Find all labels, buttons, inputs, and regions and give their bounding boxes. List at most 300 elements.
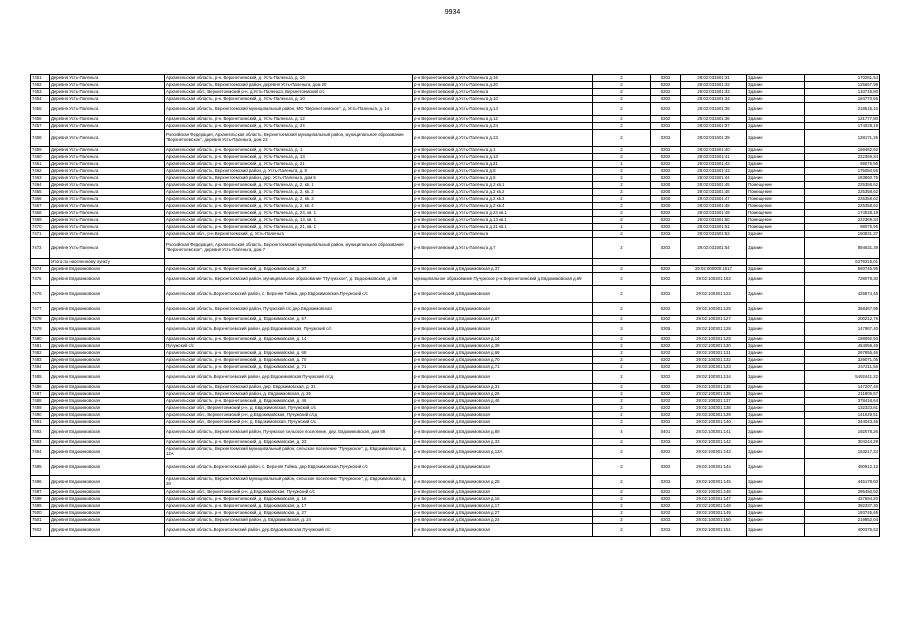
purpose-code-cell: 0202 <box>651 96 681 103</box>
settlement-name-cell: Деревня Усть-Паленьга <box>50 103 165 116</box>
row-number-cell: 7475 <box>31 273 50 286</box>
location-cell: р-н Верхнетоемский д.Усть-Паленьга д.2 кв.4 <box>413 203 593 210</box>
table-row <box>31 154 880 161</box>
floors-cell: 2 <box>593 203 651 210</box>
settlement-name-cell: Деревня Усть-Паленьга <box>50 210 165 217</box>
settlement-name-cell: Деревня Усть-Паленьга <box>50 116 165 123</box>
purpose-code-cell: 0202 <box>651 303 681 316</box>
object-type-cell: Здание <box>747 116 805 123</box>
object-type-cell: Здание <box>747 273 805 286</box>
cadastral-number-cell: 29:02:100301:128 <box>681 323 747 336</box>
location-cell: р-н Верхнетоемский д.Евдокимовская д.17 <box>413 503 593 510</box>
row-number-cell: 7451 <box>31 75 50 82</box>
object-type-cell: Помещение <box>747 224 805 231</box>
floors-cell: 2 <box>593 316 651 323</box>
address-cell: Архангельская область, Верхнетоемский муниципальный район, сельское поселение "Пучужское", д. Евдокимовская, д. 12А <box>165 446 413 459</box>
purpose-code-cell: 0202 <box>651 82 681 89</box>
purpose-code-cell: 0202 <box>651 266 681 273</box>
cadastral-number-cell: 29:02:100301:149 <box>681 510 747 517</box>
table-row <box>31 147 880 154</box>
purpose-code-cell: 0202 <box>651 210 681 217</box>
purpose-code-cell: 0202 <box>651 364 681 371</box>
address-cell: Российская Федерация, Архангельская область, Верхнетоемский муниципальный район, муниципальное образование "Верхнетоемское", деревня Усть-Паленьга, дом 23 <box>165 130 413 147</box>
row-number-cell: 7459 <box>31 147 50 154</box>
address-cell: Архангельская область, р-н. Верхнетоемский, д. Евдокимовская, д. 67 <box>165 316 413 323</box>
table-row <box>31 217 880 224</box>
location-cell: р-н Верхнетоемский д.Евдокимовская <box>413 323 593 336</box>
row-number-cell: 7489 <box>31 405 50 412</box>
purpose-code-cell: 0202 <box>651 439 681 446</box>
cadastral-value-cell: 368467,95 <box>805 303 880 316</box>
page-number: 9934 <box>444 9 461 16</box>
table-row <box>31 168 880 175</box>
address-cell: Архангельская область,Верхнетоемский район, дер.Евдокимовская,Пучужский с/с <box>165 524 413 537</box>
settlement-name-cell: Деревня Евдокимовская <box>50 503 165 510</box>
purpose-code-cell: 0202 <box>651 161 681 168</box>
table-row <box>31 161 880 168</box>
purpose-code-cell: 0202 <box>651 238 681 259</box>
floors-cell: 2 <box>593 496 651 503</box>
cadastral-number-cell: 29:02:031501:39 <box>681 130 747 147</box>
row-number-cell: 7484 <box>31 364 50 371</box>
address-cell: Пучужский с/с <box>165 343 413 350</box>
cadastral-number-cell: 29:02:100301:147 <box>681 496 747 503</box>
location-cell: р-н Верхнетоемский д.Евдокимовская <box>413 412 593 419</box>
settlement-name-cell: Деревня Евдокимовская <box>50 426 165 439</box>
cadastral-value-cell: 192078,26 <box>805 426 880 439</box>
object-type-cell: Здание <box>747 343 805 350</box>
location-cell: р-н Верхнетоемский д.Евдокимовская д.24 <box>413 517 593 524</box>
purpose-code-cell: 0202 <box>651 75 681 82</box>
cadastral-number-cell: 29:02:031501:50 <box>681 217 747 224</box>
purpose-code-cell: 0202 <box>651 496 681 503</box>
location-cell: р-н Верхнетоемский д.Евдокимовская <box>413 489 593 496</box>
floors-cell: 2 <box>593 412 651 419</box>
purpose-code-cell: 0202 <box>651 286 681 303</box>
floors-cell: 2 <box>593 439 651 446</box>
address-cell: Архангельская область, Верхнетоемский район, Пучужское сельское поселение, дер. Евдокимовская, дом 89 <box>165 426 413 439</box>
floors-cell: 2 <box>593 96 651 103</box>
table-row <box>31 405 880 412</box>
address-cell: Архангельская область, р-н. Верхнетоемский, д. Усть-Паленьга, д. 13, кв. 1 <box>165 217 413 224</box>
location-cell: р-н Верхнетоемский д.Усть-Паленьга д.13 кв.1 <box>413 217 593 224</box>
location-cell: р-н Верхнетоемский д.Евдокимовская д.71 <box>413 364 593 371</box>
location-cell: р-н Верхнетоемский д.Усть-Паленьга д.23 <box>413 130 593 147</box>
cadastral-value-cell: 894631,39 <box>805 238 880 259</box>
address-cell: Архангельская обл., Верхнетоемский р-н, д. Евдокимовская, Пучужский с/с <box>165 405 413 412</box>
object-type-cell: Помещение <box>747 196 805 203</box>
cadastral-number-cell: 29:02:100301:150 <box>681 517 747 524</box>
cadastral-value-cell: 128171,26 <box>805 130 880 147</box>
cadastral-number-cell: 29:02:100301:145 <box>681 476 747 489</box>
floors-cell: 2 <box>593 123 651 130</box>
settlement-name-cell: Деревня Евдокимовская <box>50 419 165 426</box>
purpose-code-cell: 0202 <box>651 89 681 96</box>
purpose-code-cell: 0202 <box>651 217 681 224</box>
cadastral-value-cell: 728079,30 <box>805 273 880 286</box>
row-number-cell: 7460 <box>31 154 50 161</box>
address-cell: Архангельская область, р-н. Верхнетоемский, д. Усть-Паленьга, д. 2, кв. 3 <box>165 196 413 203</box>
table-row <box>31 238 880 259</box>
settlement-name-cell: Деревня Усть-Паленьга <box>50 196 165 203</box>
cadastral-value-table <box>30 74 880 537</box>
floors-cell: 2 <box>593 182 651 189</box>
cadastral-number-cell: 29:02:100301:137 <box>681 398 747 405</box>
cadastral-number-cell: 29:02:031501:52 <box>681 231 747 238</box>
cadastral-number-cell: 29:02:031501:54 <box>681 238 747 259</box>
floors-cell: 3 <box>593 323 651 336</box>
settlement-name-cell: Деревня Усть-Паленьга <box>50 189 165 196</box>
settlement-name-cell: Деревня Усть-Паленьга <box>50 96 165 103</box>
settlement-name-cell: Деревня Евдокимовская <box>50 323 165 336</box>
cadastral-number-cell: 29:02:100301:133 <box>681 364 747 371</box>
cadastral-value-cell: 222369,34 <box>805 154 880 161</box>
floors-cell: 2 <box>593 357 651 364</box>
object-type-cell: Здание <box>747 168 805 175</box>
settlement-name-cell: Деревня Евдокимовская <box>50 357 165 364</box>
cadastral-number-cell: 29:02:100301:131 <box>681 350 747 357</box>
address-cell: Архангельская область, Верхнетоемский район, Пучужский с/с,дер.Евдокимовская <box>165 303 413 316</box>
row-number-cell: 7492 <box>31 426 50 439</box>
address-cell: Архангельская область, Верхнетоемский район, дер. Усть-Паленьга, дом 5 <box>165 175 413 182</box>
address-cell: Архангельская область, р-н. Верхнетоемский, д. Евдокимовская, д. 71 <box>165 364 413 371</box>
location-cell: р-н Верхнетоемский д.Евдокимовская д.27 <box>413 510 593 517</box>
row-number-cell: 7490 <box>31 412 50 419</box>
floors-cell: 2 <box>593 459 651 476</box>
floors-cell: 2 <box>593 116 651 123</box>
address-cell: Архангельская область, р-н. Верхнетоемский, д. Евдокимовская, д. 16 <box>165 496 413 503</box>
table-row <box>31 123 880 130</box>
cadastral-value-cell: 150831,37 <box>805 231 880 238</box>
table-row <box>31 89 880 96</box>
settlement-name-cell: Деревня Евдокимовская <box>50 371 165 384</box>
table-row <box>31 196 880 203</box>
address-cell: Архангельская область, р-н. Верхнетоемский, д. Евдокимовская, д. 17 <box>165 503 413 510</box>
object-type-cell: Здание <box>747 489 805 496</box>
row-number-cell: 7501 <box>31 517 50 524</box>
purpose-code-cell: 0202 <box>651 175 681 182</box>
address-cell: Архангельская область, р-н. Верхнетоемский, д. Евдокимовская, д. 33 <box>165 439 413 446</box>
cadastral-value-cell: 147967,40 <box>805 323 880 336</box>
floors-cell: 2 <box>593 231 651 238</box>
cadastral-value-cell: 437694,20 <box>805 496 880 503</box>
settlement-name-cell: Деревня Евдокимовская <box>50 405 165 412</box>
location-cell: р-н Верхнетоемский д.Евдокимовская <box>413 303 593 316</box>
location-cell: р-н Верхнетоемский д.Усть-Паленьга д.8 <box>413 168 593 175</box>
cadastral-value-cell: 174028,19 <box>805 210 880 217</box>
cadastral-number-cell: 29:02:031501:44 <box>681 175 747 182</box>
table-row <box>31 439 880 446</box>
object-type-cell: Здание <box>747 286 805 303</box>
row-number-cell: 7468 <box>31 210 50 217</box>
address-cell: Российская Федерация, Архангельская область, Верхнетоемский муниципальный район, муниципальное образование "Верхнетоемское", деревня Усть-Паленьга, дом 7 <box>165 238 413 259</box>
address-cell: Архангельская область, р-н. Верхнетоемский, д. Евдокимовская, д. 70 <box>165 357 413 364</box>
floors-cell: 2 <box>593 489 651 496</box>
row-number-cell: 7498 <box>31 496 50 503</box>
row-number-cell: 7500 <box>31 510 50 517</box>
cadastral-number-cell: 29:02:000000:1517 <box>681 266 747 273</box>
floors-cell: 2 <box>593 168 651 175</box>
settlement-name-cell: Деревня Усть-Паленьга <box>50 147 165 154</box>
row-number-cell: 7453 <box>31 89 50 96</box>
location-cell: р-н Верхнетоемский д.Евдокимовская д.14 <box>413 336 593 343</box>
table-row <box>31 510 880 517</box>
cadastral-number-cell: 29:02:100301:141 <box>681 426 747 439</box>
object-type-cell: Помещение <box>747 210 805 217</box>
object-type-cell: Здание <box>747 316 805 323</box>
row-number-cell: 7502 <box>31 524 50 537</box>
table-row <box>31 130 880 147</box>
row-number-cell: 7458 <box>31 130 50 147</box>
address-cell: Архангельская область,Верхнетоемский район, дер.Евдокимовская,Пучужский с/сд <box>165 371 413 384</box>
purpose-code-cell: 0305 <box>651 323 681 336</box>
table-row <box>31 316 880 323</box>
row-number-cell: 7469 <box>31 217 50 224</box>
object-type-cell: Здание <box>747 446 805 459</box>
address-cell: Архангельская область, р-н. Верхнетоемский, д. Евдокимовская, д. 27 <box>165 510 413 517</box>
cadastral-value-cell: 378418,64 <box>805 398 880 405</box>
cadastral-value-cell: 222369,34 <box>805 217 880 224</box>
cadastral-value-cell: 400375,53 <box>805 524 880 537</box>
address-cell: Архангельская область, р-н. Верхнетоемский, д. Усть-Паленьга, д. 12 <box>165 116 413 123</box>
floors-cell: 2 <box>593 266 651 273</box>
cadastral-number-cell: 29:02:031501:42 <box>681 161 747 168</box>
cadastral-number-cell: 29:02:031501:31 <box>681 75 747 82</box>
cadastral-value-cell: 225358,62 <box>805 196 880 203</box>
cadastral-value-cell: 174028,19 <box>805 123 880 130</box>
floors-cell: 2 <box>593 503 651 510</box>
cadastral-number-cell: 29:02:031501:33 <box>681 89 747 96</box>
row-number-cell: 7456 <box>31 116 50 123</box>
location-cell: р-н Верхнетоемский д.Евдокимовская д.37 <box>413 266 593 273</box>
location-cell: р-н Верхнетоемский д.Усть-Паленьга д.14 <box>413 103 593 116</box>
table-row <box>31 210 880 217</box>
location-cell: р-н Верхнетоемский д.Усть-Паленьга д.7 <box>413 238 593 259</box>
cadastral-number-cell: 29:02:100301:129 <box>681 336 747 343</box>
cadastral-number-cell: 29:02:031501:43 <box>681 168 747 175</box>
table-row <box>31 446 880 459</box>
object-type-cell: Здание <box>747 357 805 364</box>
cadastral-value-cell: 133716,80 <box>805 89 880 96</box>
settlement-name-cell: Деревня Евдокимовская <box>50 391 165 398</box>
purpose-code-cell: 0202 <box>651 350 681 357</box>
object-type-cell: Здание <box>747 175 805 182</box>
row-number-cell: 7486 <box>31 384 50 391</box>
location-cell: р-н Верхнетоемский д.Евдокимовская <box>413 371 593 384</box>
table-row <box>31 419 880 426</box>
settlement-name-cell: Деревня Усть-Паленьга <box>50 161 165 168</box>
cadastral-number-cell: 29:02:100301:148 <box>681 503 747 510</box>
cadastral-value-cell: 454056,49 <box>805 343 880 350</box>
floors-cell: 2 <box>593 75 651 82</box>
table-row <box>31 189 880 196</box>
object-type-cell: Здание <box>747 96 805 103</box>
object-type-cell: Здание <box>747 503 805 510</box>
purpose-code-cell: 0202 <box>651 524 681 537</box>
object-type-cell: Здание <box>747 384 805 391</box>
table-row <box>31 336 880 343</box>
floors-cell: 2 <box>593 510 651 517</box>
location-cell: р-н Верхнетоемский д.Евдокимовская <box>413 405 593 412</box>
table-row <box>31 524 880 537</box>
object-type-cell: Здание <box>747 130 805 147</box>
floors-cell: 2 <box>593 89 651 96</box>
floors-cell: 2 <box>593 238 651 259</box>
object-type-cell <box>747 259 805 266</box>
settlement-name-cell: Деревня Усть-Паленьга <box>50 231 165 238</box>
object-type-cell: Здание <box>747 123 805 130</box>
object-type-cell: Здание <box>747 350 805 357</box>
location-cell: р-н Верхнетоемский д.Евдокимовская д.68 <box>413 350 593 357</box>
settlement-name-cell: Деревня Евдокимовская <box>50 510 165 517</box>
object-type-cell: Помещение <box>747 189 805 196</box>
floors-cell: 2 <box>593 303 651 316</box>
row-number-cell: 7491 <box>31 419 50 426</box>
location-cell: р-н Верхнетоемский д.Усть-Паленьга д.20 <box>413 82 593 89</box>
purpose-code-cell: 0202 <box>651 391 681 398</box>
address-cell: Архангельская обл., Верхнетоемский р-н, д.Евдокимовская, Пучужский с/с <box>165 489 413 496</box>
floors-cell <box>593 259 651 266</box>
address-cell: Архангельская область, р-н. Верхнетоемский, д. Усть-Паленьга, д. 2, кв. 1 <box>165 182 413 189</box>
purpose-code-cell: 0200 <box>651 189 681 196</box>
cadastral-value-cell: 132323,81 <box>805 405 880 412</box>
purpose-code-cell: 0202 <box>651 412 681 419</box>
settlement-name-cell: Деревня Евдокимовская <box>50 384 165 391</box>
settlement-name-cell: Деревня Усть-Паленьга <box>50 82 165 89</box>
location-cell: р-н Верхнетоемский д.Евдокимовская д.26 <box>413 391 593 398</box>
cadastral-number-cell: 29:02:031501:37 <box>681 123 747 130</box>
cadastral-number-cell: 29:02:100301:138 <box>681 405 747 412</box>
row-number-cell: 7463 <box>31 175 50 182</box>
table-row <box>31 496 880 503</box>
object-type-cell: Здание <box>747 412 805 419</box>
location-cell: р-н Верхнетоемский д.Усть-Паленьга д.10 <box>413 96 593 103</box>
cadastral-number-cell: 29:02:031501:45 <box>681 182 747 189</box>
settlement-name-cell: Деревня Усть-Паленьга <box>50 130 165 147</box>
floors-cell: 2 <box>593 419 651 426</box>
row-number-cell: 7476 <box>31 286 50 303</box>
settlement-name-cell: Деревня Евдокимовская <box>50 398 165 405</box>
cadastral-value-cell: 304244,29 <box>805 439 880 446</box>
floors-cell: 2 <box>593 350 651 357</box>
row-number-cell: 7457 <box>31 123 50 130</box>
cadastral-value-cell: 184770,66 <box>805 96 880 103</box>
cadastral-number-cell <box>681 259 747 266</box>
table-row <box>31 182 880 189</box>
location-cell: р-н Верхнетоемский д.Евдокимовская д.70 <box>413 357 593 364</box>
row-number-cell: 7452 <box>31 82 50 89</box>
object-type-cell: Здание <box>747 439 805 446</box>
purpose-code-cell: 0202 <box>651 123 681 130</box>
address-cell: Архангельская обл., Верхнетоемский р-н, д. Евдокимовская, Пучужский с/с <box>165 419 413 426</box>
purpose-code-cell: 0202 <box>651 446 681 459</box>
cadastral-number-cell: 29:02:100301:127 <box>681 316 747 323</box>
table-row <box>31 224 880 231</box>
settlement-name-cell: Деревня Усть-Паленьга <box>50 182 165 189</box>
cadastral-number-cell: 29:02:100301:143 <box>681 446 747 459</box>
purpose-code-cell: 0200 <box>651 203 681 210</box>
table-row <box>31 459 880 476</box>
location-cell: р-н Верхнетоемский д.Усть-Паленьга д.2 кв.1 <box>413 182 593 189</box>
cadastral-value-cell: 295450,92 <box>805 489 880 496</box>
floors-cell: 2 <box>593 196 651 203</box>
row-number-cell: 7467 <box>31 203 50 210</box>
table-row <box>31 286 880 303</box>
floors-cell: 2 <box>593 273 651 286</box>
object-type-cell: Здание <box>747 82 805 89</box>
object-type-cell: Здание <box>747 161 805 168</box>
object-type-cell: Здание <box>747 364 805 371</box>
location-cell: р-н Верхнетоемский д.Усть-Паленьга д.24 кв.1 <box>413 210 593 217</box>
address-cell: Архангельская область, р-н. Верхнетоемский, д. Усть-Паленьга, д. 2, кв. 4 <box>165 203 413 210</box>
object-type-cell: Здание <box>747 391 805 398</box>
purpose-code-cell: 0202 <box>651 147 681 154</box>
cadastral-number-cell: 29:02:031501:40 <box>681 147 747 154</box>
row-number-cell: 7474 <box>31 266 50 273</box>
object-type-cell: Здание <box>747 398 805 405</box>
cadastral-value-cell: 247211,56 <box>805 364 880 371</box>
address-cell: Архангельская область,Верхнетоемский район, с. Верхняя Тойма, дер.Евдокимовская,Пучужский с/с <box>165 286 413 303</box>
location-cell: р-н Верхнетоемский д.Евдокимовская <box>413 524 593 537</box>
purpose-code-cell: 0202 <box>651 517 681 524</box>
row-number-cell: 7488 <box>31 398 50 405</box>
floors-cell: 2 <box>593 476 651 489</box>
settlement-name-cell: Деревня Усть-Паленьга <box>50 175 165 182</box>
cadastral-number-cell: 29:02:100201:163 <box>681 273 747 286</box>
settlement-name-cell: Деревня Евдокимовская <box>50 489 165 496</box>
address-cell: Архангельская область,Верхнетоемский район, с. Верхняя Тойма, дер.Евдокимовская,Пучужский с/с <box>165 459 413 476</box>
cadastral-value-cell: 169482,62 <box>805 147 880 154</box>
cadastral-value-cell: 5492441,22 <box>805 371 880 384</box>
address-cell: Архангельская область, Верхнетоемский муниципальный район, МО "Верхнетоемское", д. Усть-Паленьга, д. 14 <box>165 103 413 116</box>
table-row <box>31 489 880 496</box>
settlement-name-cell: Деревня Евдокимовская <box>50 517 165 524</box>
address-cell: Архангельская область, р-н. Верхнетоемский, д. Усть-Паленьга, д. 21 <box>165 161 413 168</box>
purpose-code-cell: 0202 <box>651 273 681 286</box>
object-type-cell: Здание <box>747 154 805 161</box>
cadastral-number-cell: 29:02:100301:130 <box>681 343 747 350</box>
floors-cell: 2 <box>593 371 651 384</box>
table-row <box>31 412 880 419</box>
address-cell: Архангельская область, Верхнетоемский район, д. Усть-Паленьга, д. 8 <box>165 168 413 175</box>
settlement-name-cell: Деревня Евдокимовская <box>50 412 165 419</box>
cadastral-value-cell: 6379315,01 <box>805 259 880 266</box>
row-number-cell: 7464 <box>31 182 50 189</box>
table-row <box>31 391 880 398</box>
cadastral-number-cell: 29:02:031501:35 <box>681 103 747 116</box>
object-type-cell: Здание <box>747 89 805 96</box>
settlement-name-cell: Деревня Евдокимовская <box>50 496 165 503</box>
address-cell: Архангельская область, р-н. Верхнетоемский, д. Усть-Паленьга, д. 2, кв. 2 <box>165 189 413 196</box>
purpose-code-cell: 0202 <box>651 503 681 510</box>
location-cell: р-н Верхнетоемский д.Евдокимовская д.67 <box>413 316 593 323</box>
table-row <box>31 303 880 316</box>
settlement-name-cell: Итого по населенному пункту <box>50 259 165 266</box>
row-number-cell: 7483 <box>31 357 50 364</box>
floors-cell: 2 <box>593 405 651 412</box>
floors-cell: 2 <box>593 364 651 371</box>
address-cell: Архангельская область, р-н. Верхнетоемский, д. Усть-Паленьга, д. 13 <box>165 154 413 161</box>
object-type-cell: Здание <box>747 524 805 537</box>
table-row <box>31 96 880 103</box>
settlement-name-cell: Деревня Усть-Паленьга <box>50 217 165 224</box>
object-type-cell: Здание <box>747 517 805 524</box>
location-cell: р-н Верхнетоемский д.Усть-Паленьга д.5 <box>413 175 593 182</box>
cadastral-value-cell: 344043,46 <box>805 419 880 426</box>
row-number-cell: 7472 <box>31 238 50 259</box>
purpose-code-cell: 0202 <box>651 384 681 391</box>
purpose-code-cell: 0202 <box>651 357 681 364</box>
